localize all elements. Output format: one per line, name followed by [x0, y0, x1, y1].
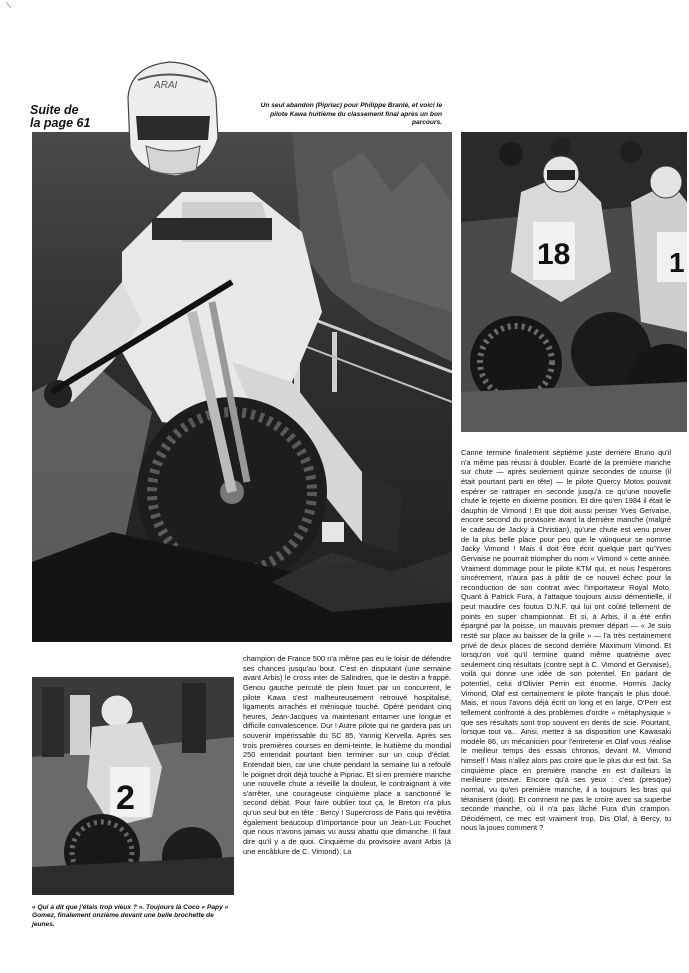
bottom-left-photo: [32, 677, 234, 895]
continuation-heading-line2: la page 61: [30, 116, 91, 130]
rider-number-18: 18: [537, 238, 571, 271]
helmet-icon: [118, 58, 224, 188]
bottom-left-photo-image: [32, 677, 234, 895]
bottom-photo-caption: « Qui a dit que j'étais trop vieux ? ». Toujours là Coco « Papy » Gomez, finalement onzième devant une belle brochette de jeunes.: [32, 904, 229, 928]
main-photo: [32, 132, 452, 642]
main-photo-caption: Un seul abandon (Pipriac) pour Philippe Branlé, et voici le pilote Kawa huitième du classement final après un bon parcours.: [260, 102, 442, 127]
article-column-middle: champion de France 500 n'a même pas eu le loisir de défendre ses chances jusqu'au bout. C'est en disputant (une semaine avant Arbis) le cross inter de Salindres, que le destin a frappé. Genou gauche percuté de plein fouet par un concurrent, le pilote Kawa s'est malheureusement retrouvé hospitalisé, ligaments arrachés et ménisque touché. Opéré pendant cinq heures, Jean-Jacques va maintenant entamer une longue et difficile convalescence. Dur ! Autre pilote qui ne gardera pas un souvenir impérissable du SC 85, Yannig Kervella. Après ses trois premières courses en demi-teinte, le huitième du mondial 250 entendait pourtant bien terminer sur un coup d'éclat. Entendait bien, car une chute pendant la semaine lui a refoulé le poignet droit déjà touché à Pipriac. Et si en première manche une nouvelle chute a réveillé la douleur, le contraignant à vite s'arrêter, une courageuse cinquième place a sanctionné le second débat. Pour faire oublier tout ça, le Breton n'a plus qu'un seul but en tête : Bercy ! Supercross de Paris qui revêtira également beaucoup d'importance pour un Jean-Luc Fouchet que nous n'avons jamais vu aussi abattu que dimanche. Il faut dire qu'il y a de quoi. Cinquième du provisoire avant Arbis (à une encâblure de C. Vimond), La: [243, 654, 451, 856]
continuation-heading: [30, 104, 120, 130]
rider-number-1: 1: [669, 247, 685, 278]
top-right-photo-image: [461, 132, 687, 432]
continuation-heading-line1: Suite de: [30, 103, 79, 117]
svg-text:ARAI: ARAI: [154, 80, 178, 91]
main-photo-image: [32, 132, 452, 642]
rider-number-2: 2: [116, 779, 135, 817]
margin-mark-icon: [6, 2, 12, 8]
top-right-photo: [461, 132, 687, 432]
article-column-right: Canne termine finalement septième juste derrière Bruno qu'il n'a même pas réussi à doubler. Ecarté de la première manche sur chute — après seulement quinze secondes de course (il était pourtant parti en tête) — le pilote Quercy Motos pouvait espérer se rattraper en seconde jusqu'à ce qu'une nouvelle chute le rejette en dixième position. Et dire qu'en 1984 il était le dauphin de Vimond ! Et que doit aussi penser Yves Gervaise, encore second du provisoire avant la dernière manche (malgré le cadeau de Jacky à Christian), qu'une chute est venu priver de la plus belle place pour peu que le vainqueur se nomme Jacky Vimond ! Mais il doit être écrit quelque part qu'Yves Gervaise ne pourrait triompher du nom « Vimond » cette année. Vraiment dommage pour le pilote KTM qui, et nous l'espérons sincèrement, n'aura pas à pâtir de ce nouvel échec pour la reconduction de son contrat avec l'importateur Royal Moto. Quant à Patrick Fura, à l'attaque toujours aussi démentielle, il peut maudire ces foutus D.N.F. qui lui ont coûté tellement de points en super championnat. Et si, à Arbis, il a été enfin épargné par la poisse, un mauvais premier départ — « Je suis resté sur place au baisser de la grille » — l'a très certainement privé de deux places de second derrière Maximum Vimond. Et lorsqu'on voit qu'il termine quand même quatrième avec seulement cinq résultats (contre sept à C. Vimond et Gervaise), voilà qui donne une idée de son potentiel. En parlant de potentiel, celui d'Olivier Perrin est énorme. Hormis Jacky Vimond, Olaf est certainement le pilote français le plus doué. Mais, et nous l'avons déjà écrit on long et en large, O'Perr est tellement confronté à des problèmes d'ordre « métaphysique » que ses résultats sont trop souvent en dents de scie. Pourtant, lorsque tout va... Ainsi, mettez à sa disposition une Kawasaki modèle 86, un mécanicien pour l'entretenir et Olaf vous réalise le meilleur temps des essais chronos, devant M. Vimond himself ! Mais n'allez alors pas croire que le plus dur est fait. Sa cinquième place en première manche en est d'ailleurs la meilleure preuve. Encore qu'à ses yeux : c'est (presque) normal, vu qu'en première manche, il a toujours les bras qui tétanisent (dixit). Et comment ne pas le croire avec sa superbe seconde manche, où il n'a pas lâché Fura d'un crampon. Décidément, ce mec est vraiment trop. Dis Olaf, à Bercy, tu nous la joues comment ?: [461, 448, 671, 833]
